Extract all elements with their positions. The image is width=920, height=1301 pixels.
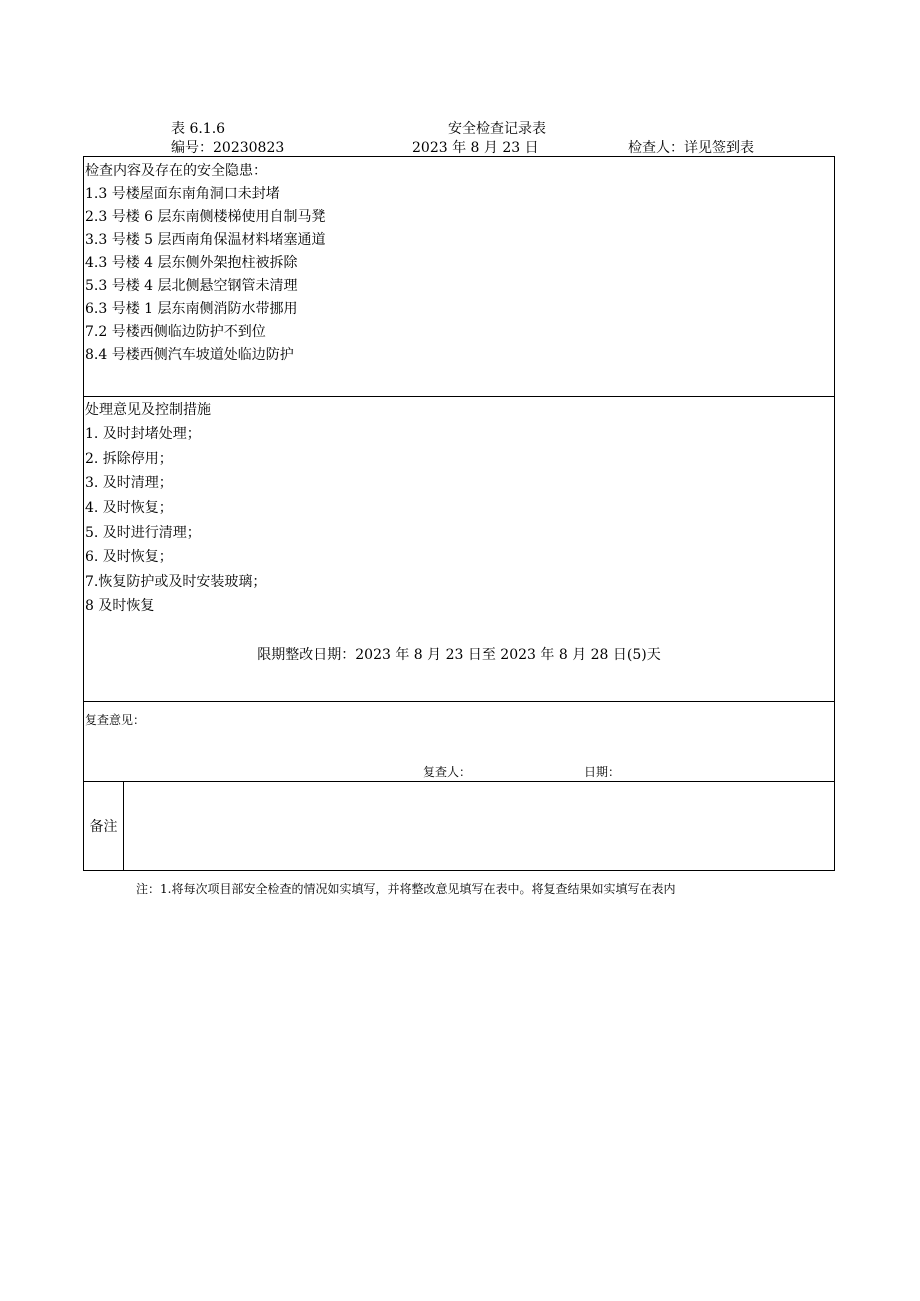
measure-item: 1. 及时封堵处理； [85, 426, 201, 442]
review-section [84, 702, 834, 782]
remarks-content [124, 782, 834, 870]
reviewer-label: 复查人： [423, 765, 472, 779]
serial-number: 编号：20230823 [171, 140, 285, 156]
rectification-deadline: 限期整改日期：2023 年 8 月 23 日至 2023 年 8 月 28 日(5)天 [257, 647, 661, 663]
measure-item: 4. 及时恢复； [85, 500, 173, 516]
hidden-danger-item: 3.3 号楼 5 层西南角保温材料堵塞通道 [85, 232, 326, 248]
hidden-danger-item: 1.3 号楼屋面东南角洞口未封堵 [85, 186, 280, 202]
review-date-label: 日期： [584, 765, 621, 779]
hidden-danger-item: 5.3 号楼 4 层北侧悬空钢管未清理 [85, 278, 298, 294]
measure-item: 3. 及时清理； [85, 475, 173, 491]
footnote: 注：1.将每次项目部安全检查的情况如实填写，并将整改意见填写在表中。将复查结果如实填写在表内 [136, 882, 676, 896]
measure-item: 7.恢复防护或及时安装玻璃； [85, 574, 267, 590]
hidden-danger-item: 7.2 号楼西侧临边防护不到位 [85, 324, 266, 340]
form-title: 安全检查记录表 [448, 121, 546, 137]
inspection-date: 2023 年 8 月 23 日 [412, 140, 539, 156]
inspection-form-table [83, 156, 835, 871]
measure-item: 5. 及时进行清理； [85, 525, 201, 541]
hidden-danger-item: 4.3 号楼 4 层东侧外架抱柱被拆除 [85, 255, 298, 271]
hidden-danger-item: 8.4 号楼西侧汽车坡道处临边防护 [85, 347, 294, 363]
table-number: 表 6.1.6 [171, 121, 226, 137]
measures-section [84, 397, 834, 702]
measures-heading: 处理意见及控制措施 [85, 402, 211, 418]
hidden-danger-item: 2.3 号楼 6 层东南侧楼梯使用自制马凳 [85, 209, 326, 225]
remarks-section [84, 782, 834, 870]
measure-item: 2. 拆除停用； [85, 451, 173, 467]
hidden-danger-item: 6.3 号楼 1 层东南侧消防水带挪用 [85, 301, 298, 317]
review-opinion-label: 复查意见： [85, 713, 146, 727]
hidden-dangers-heading: 检查内容及存在的安全隐患： [85, 163, 267, 179]
measure-item: 6. 及时恢复； [85, 549, 173, 565]
remarks-label: 备注 [84, 782, 124, 870]
measure-item: 8 及时恢复 [85, 598, 155, 614]
hidden-dangers-section [84, 157, 834, 397]
inspector: 检查人：详见签到表 [628, 140, 754, 156]
